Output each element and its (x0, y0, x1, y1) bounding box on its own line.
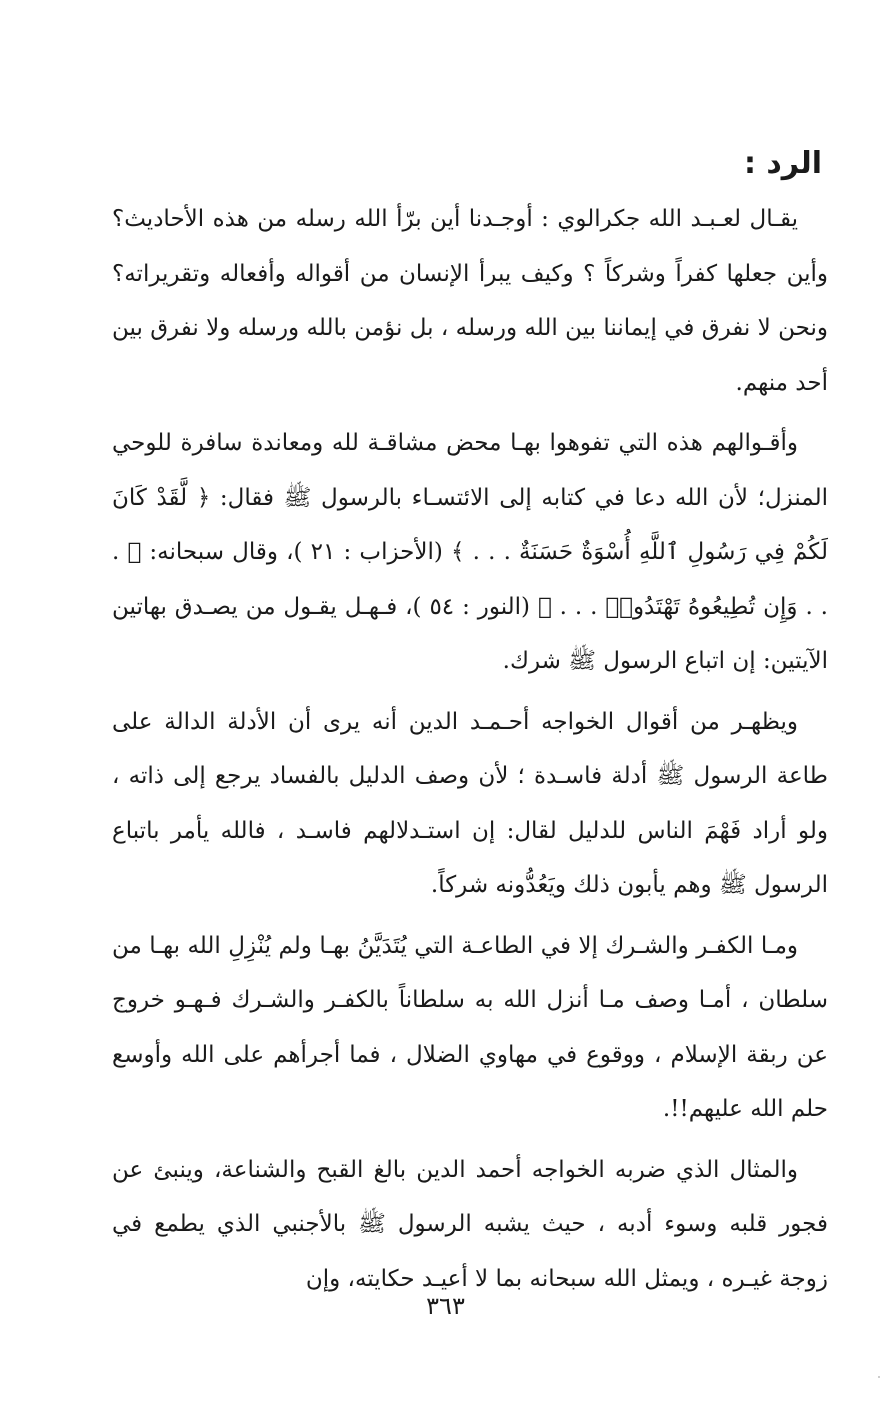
page-body (112, 140, 828, 1312)
section-heading: الرد : (743, 146, 822, 181)
page-number: ٣٦٣ (426, 1292, 465, 1320)
paragraph-5: والمثال الذي ضربه الخواجه أحمد الدين بالغ القبح والشناعة، وينبئ عن فجور قلبه وسوء أدبه ، حيث يشبه الرسول ﷺ بالأجنبي الذي يطمع في زوجة غيـره ، ويمثل الله سبحانه بما لا أعيـد حكايته، وإن (112, 1156, 828, 1292)
paragraph-4: ومـا الكفـر والشـرك إلا في الطاعـة التي يُتَدَيَّنُ بهـا ولم يُنْزِلِ الله بهـا من سلطان ، أمـا وصف مـا أنزل الله به سلطاناً بالكفـر والشـرك فـهـو خروج عن ربقة الإسلام ، ووقوع في مهاوي الضلال ، فما أجرأهم على الله وأوسع حلم الله عليهم!!. (112, 932, 828, 1122)
paragraph-2: وأقـوالهم هذه التي تفوهوا بهـا محض مشاقـة لله ومعاندة سافرة للوحي المنزل؛ لأن الله دعا في كتابه إلى الائتسـاء بالرسول ﷺ فقال: ﴿ لَّقَدْ كَانَ لَكُمْ فِي رَسُولِ ٱللَّهِ أُسْوَةٌ حَسَنَةٌ . . . ﴾ (الأحزاب : ٢١ )، وقال سبحانه: ﴿ . . . وَإِن تُطِيعُوهُ تَهْتَدُوا۟ . . . ﴾ (النور : ٥٤ )، فـهـل يقـول من يصـدق بهاتين الآيتين: إن اتباع الرسول ﷺ شرك. (112, 430, 828, 674)
paragraph-3: ويظهـر من أقوال الخواجه أحـمـد الدين أنه يرى أن الأدلة الدالة على طاعة الرسول ﷺ أدلة فاسـدة ؛ لأن وصف الدليل بالفساد يرجع إلى ذاته ، ولو أراد فَهْمَ الناس للدليل لقال: إن استـدلالهم فاسـد ، فالله يأمر باتباع الرسول ﷺ وهم يأبون ذلك ويَعُدُّونه شركاً. (112, 708, 828, 898)
paragraph-1: يقـال لعـبـد الله جكرالوي : أوجـدنا أين برّأ الله رسله من هذه الأحاديث؟ وأين جعلها كفراً وشركاً ؟ وكيف يبرأ الإنسان من أقواله وأفعاله وتقريراته؟ ونحن لا نفرق في إيماننا بين الله ورسله ، بل نؤمن بالله ورسله ولا نفرق بين أحد منهم. (112, 206, 828, 396)
scan-speck (878, 1376, 880, 1378)
